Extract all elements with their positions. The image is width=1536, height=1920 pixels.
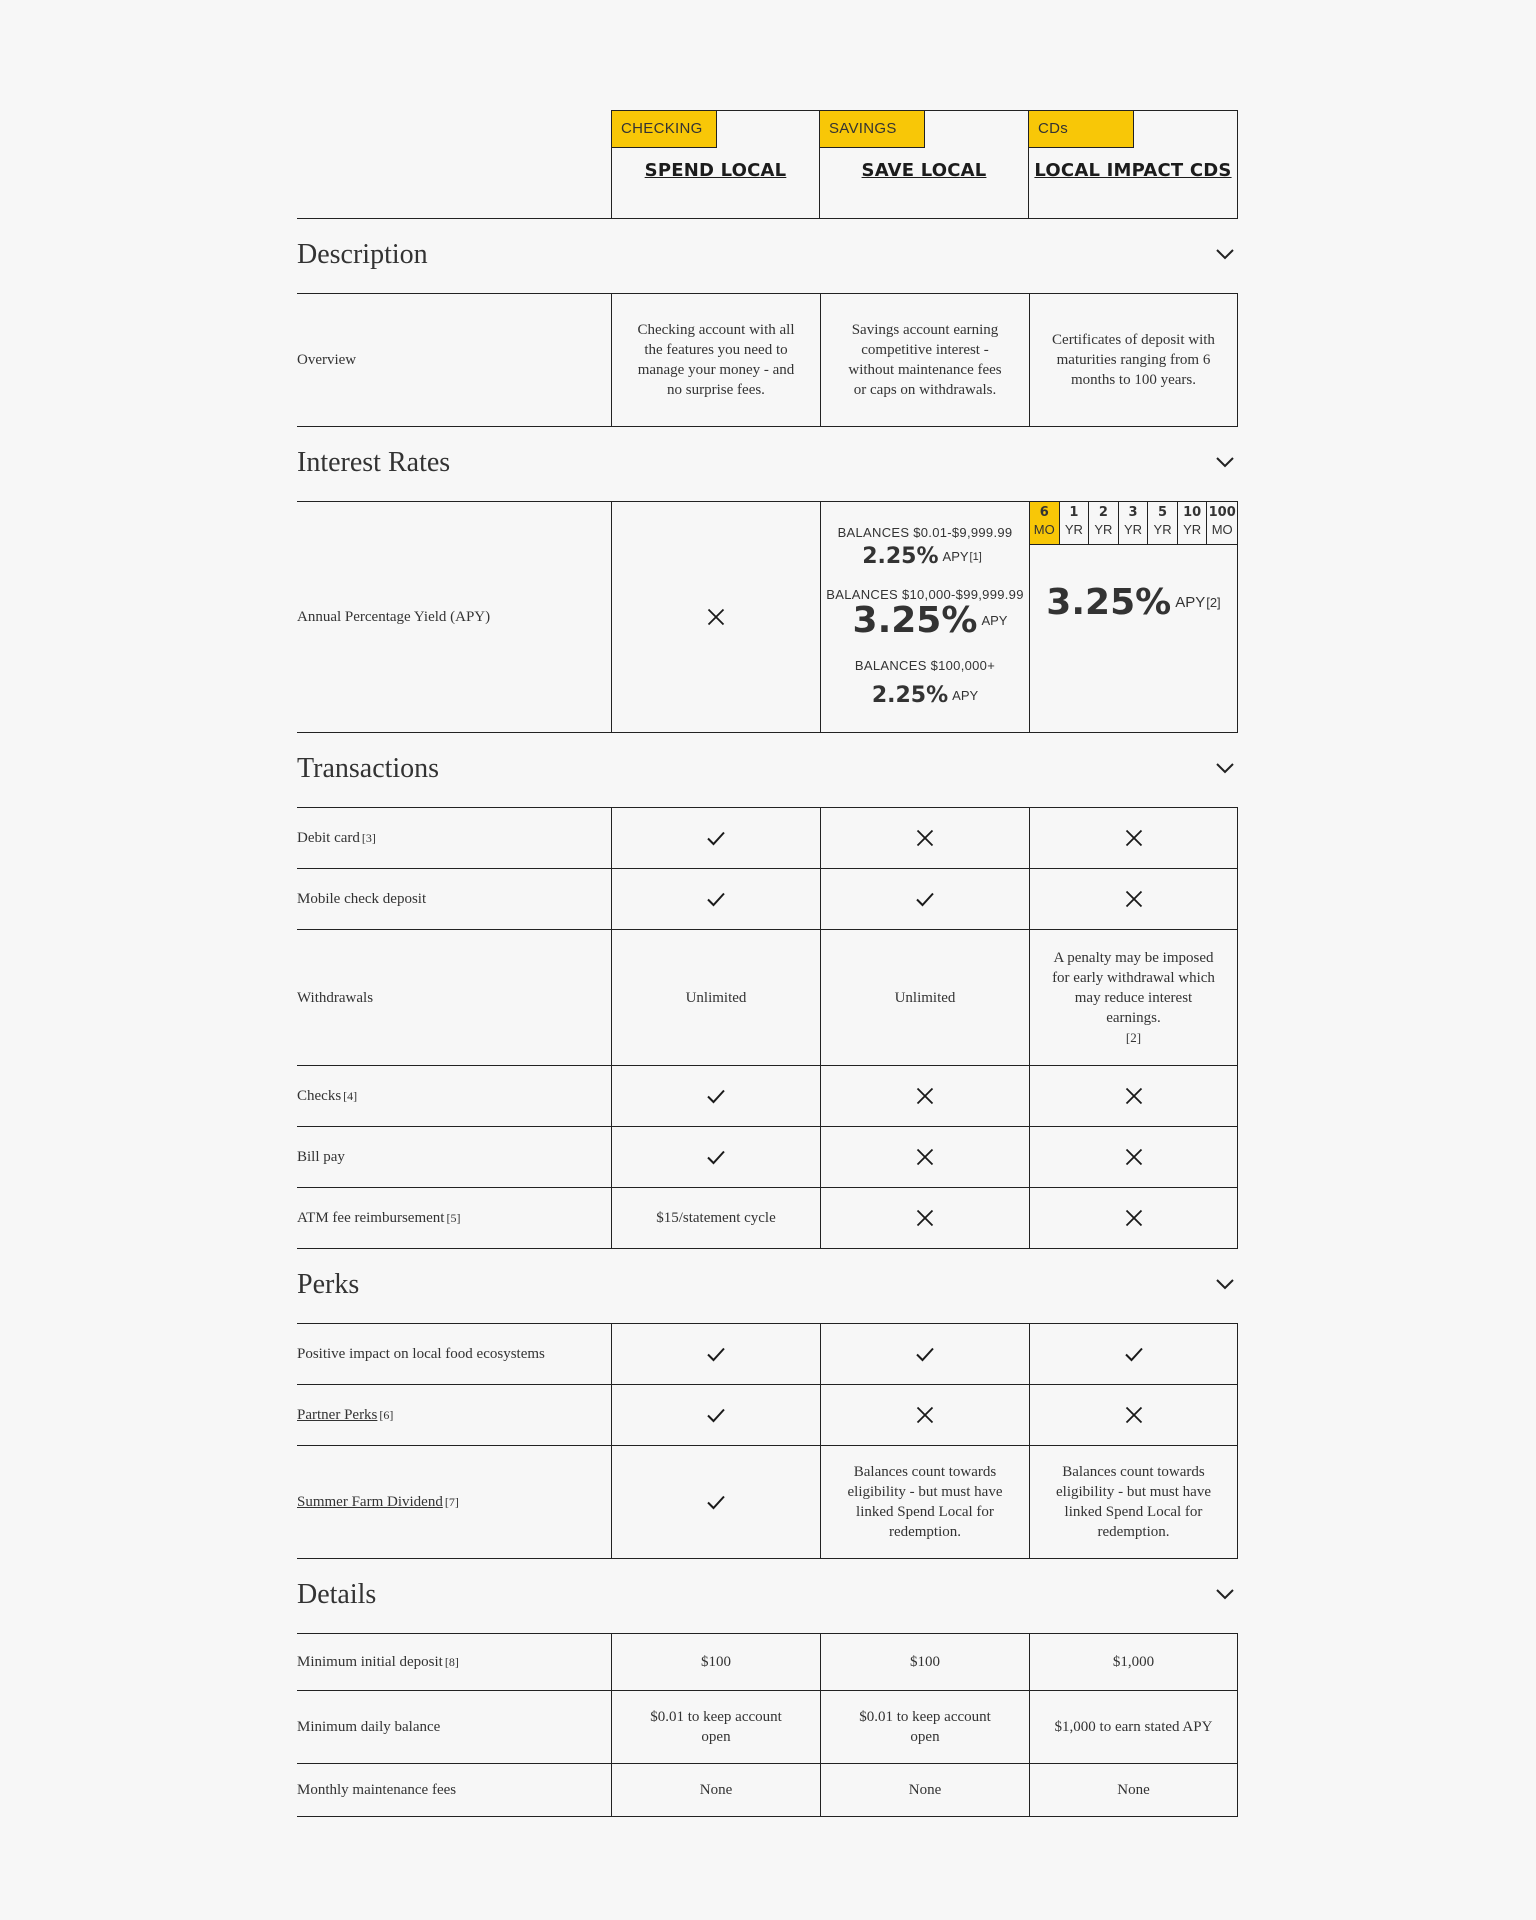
cell-value: A penalty may be imposed for early withdrawal which may reduce interest earnings. [1052, 949, 1215, 1026]
row-mobile-check-deposit [297, 869, 1238, 930]
savings-apy-tiers [820, 502, 1029, 732]
cd-term-tab-5yr[interactable]: 5 YR [1148, 502, 1178, 544]
cell-value: $100 [611, 1634, 820, 1690]
row-label: Bill pay [297, 1149, 345, 1165]
tag-cds: CDs [1029, 111, 1134, 148]
row-label: Overview [297, 352, 357, 368]
x-icon [914, 1085, 936, 1107]
chevron-down-icon [1214, 243, 1236, 265]
row-summer-farm-dividend: Summer Farm Dividend [7] Balances count towards eligibility - but must have linked Spend Local for redemption. Balances count towards eligibility - but must have linked Spend Local for redemption. [297, 1446, 1238, 1559]
column-local-impact-cds [1029, 110, 1238, 218]
row-partner-perks: Partner Perks [6] [297, 1385, 1238, 1446]
cell-value: None [611, 1764, 820, 1816]
check-icon [705, 1404, 727, 1426]
cd-term-tabs [1030, 502, 1237, 545]
row-overview [297, 294, 1238, 427]
footnote-ref[interactable]: [2] [1125, 1029, 1142, 1045]
check-icon [705, 1491, 727, 1513]
cd-term-tab-1yr[interactable]: 1 YR [1060, 502, 1090, 544]
row-checks: Checks [4] [297, 1066, 1238, 1127]
row-bill-pay [297, 1127, 1238, 1188]
row-label: Minimum initial deposit [297, 1654, 443, 1670]
x-icon [705, 606, 727, 628]
section-details-toggle[interactable] [297, 1559, 1238, 1634]
row-minimum-initial-deposit: Minimum initial deposit [8] $100 $100 $1,000 [297, 1634, 1238, 1691]
x-icon [914, 827, 936, 849]
check-icon [705, 1085, 727, 1107]
x-icon [914, 1404, 936, 1426]
row-label: Checks [297, 1088, 342, 1104]
cd-rate: 3.25% [1046, 582, 1172, 623]
tag-savings: SAVINGS [820, 111, 925, 148]
column-save-local [820, 110, 1029, 218]
x-icon [1123, 1404, 1145, 1426]
row-monthly-maintenance-fees [297, 1764, 1238, 1817]
product-link-local-impact-cds[interactable]: LOCAL IMPACT CDS [1034, 160, 1232, 181]
product-link-spend-local[interactable]: SPEND LOCAL [644, 160, 787, 181]
section-title: Perks [297, 1269, 360, 1300]
footnote-ref[interactable]: [1] [969, 550, 982, 563]
cell-value: Checking account with all the features you need to manage your money - and no surprise fees. [611, 294, 820, 426]
x-icon [1123, 888, 1145, 910]
tier-rate: 2.25% [862, 543, 939, 569]
row-label: ATM fee reimbursement [297, 1210, 445, 1226]
tier-apy-label: APY [942, 548, 969, 564]
cd-term-tab-3yr[interactable]: 3 YR [1119, 502, 1149, 544]
row-apy [297, 502, 1238, 733]
tier-rate: 3.25% [852, 599, 978, 641]
tier-rate: 2.25% [871, 682, 949, 708]
section-title: Transactions [297, 753, 440, 784]
section-title: Description [297, 239, 428, 270]
row-label: Withdrawals [297, 989, 374, 1006]
cd-apy-cell [1029, 502, 1238, 732]
check-icon [705, 1343, 727, 1365]
row-label: Debit card [297, 830, 360, 846]
cd-term-tab-10yr[interactable]: 10 YR [1178, 502, 1208, 544]
check-icon [914, 888, 936, 910]
column-spend-local [611, 110, 820, 218]
cell-value [611, 502, 820, 732]
check-icon [705, 827, 727, 849]
partner-perks-link[interactable]: Partner Perks [297, 1407, 378, 1423]
product-link-save-local[interactable]: SAVE LOCAL [861, 160, 987, 181]
cell-value: $1,000 [1029, 1634, 1238, 1690]
cd-apy-label: APY [1175, 594, 1206, 611]
x-icon [914, 1146, 936, 1168]
cell-value: $100 [820, 1634, 1029, 1690]
x-icon [1123, 1146, 1145, 1168]
row-minimum-daily-balance [297, 1691, 1238, 1764]
cell-value: None [1029, 1764, 1238, 1816]
row-atm-fee-reimbursement: ATM fee reimbursement [5] $15/statement cycle [297, 1188, 1238, 1249]
check-icon [705, 1146, 727, 1168]
tier-apy-label: APY [981, 612, 1008, 628]
section-transactions-toggle[interactable] [297, 733, 1238, 808]
x-icon [1123, 827, 1145, 849]
cd-term-tab-6mo[interactable]: 6 MO [1030, 502, 1060, 544]
cell-value: Balances count towards eligibility - but must have linked Spend Local for redemption. [1029, 1446, 1238, 1558]
x-icon [1123, 1207, 1145, 1229]
cell-value: $0.01 to keep account open [611, 1691, 820, 1763]
tag-checking: CHECKING [612, 111, 717, 148]
row-label: Mobile check deposit [297, 891, 427, 907]
tier-balance: BALANCES $100,000+ [854, 657, 996, 673]
summer-farm-dividend-link[interactable]: Summer Farm Dividend [297, 1494, 443, 1510]
section-description-toggle[interactable] [297, 219, 1238, 294]
section-title: Interest Rates [297, 447, 451, 478]
tier-balance: BALANCES $0.01-$9,999.99 [837, 524, 1013, 540]
cd-term-tab-100mo[interactable]: 100 MO [1208, 505, 1236, 537]
row-label: Positive impact on local food ecosystems [297, 1346, 545, 1362]
x-icon [914, 1207, 936, 1229]
table-header [297, 110, 1238, 219]
footnote-ref[interactable]: [2] [1206, 595, 1221, 610]
cell-value: Unlimited [611, 930, 820, 1065]
row-debit-card: Debit card [3] [297, 808, 1238, 869]
row-label: Minimum daily balance [297, 1719, 441, 1735]
check-icon [705, 888, 727, 910]
cell-value: $15/statement cycle [611, 1188, 820, 1248]
section-perks-toggle[interactable] [297, 1249, 1238, 1324]
cell-value: Certificates of deposit with maturities ranging from 6 months to 100 years. [1029, 294, 1238, 426]
cell-value: $0.01 to keep account open [820, 1691, 1029, 1763]
cell-value: $1,000 to earn stated APY [1029, 1691, 1238, 1763]
check-icon [1123, 1343, 1145, 1365]
chevron-down-icon [1214, 1273, 1236, 1295]
tier-balance: BALANCES $10,000-$99,999.99 [826, 586, 1024, 602]
check-icon [914, 1343, 936, 1365]
x-icon [1123, 1085, 1145, 1107]
cd-term-tab-2yr[interactable]: 2 YR [1089, 502, 1119, 544]
row-label: Monthly maintenance fees [297, 1782, 457, 1798]
row-label: Annual Percentage Yield (APY) [297, 609, 491, 625]
comparison-table [297, 110, 1238, 1817]
cell-value: Savings account earning competitive interest - without maintenance fees or caps on withdrawals. [820, 294, 1029, 426]
tier-apy-label: APY [952, 687, 979, 703]
cell-value: Balances count towards eligibility - but must have linked Spend Local for redemption. [820, 1446, 1029, 1558]
cell-value: Unlimited [820, 930, 1029, 1065]
chevron-down-icon [1214, 1583, 1236, 1605]
cell-value: None [820, 1764, 1029, 1816]
section-title: Details [297, 1579, 377, 1610]
chevron-down-icon [1214, 757, 1236, 779]
row-local-food-impact [297, 1324, 1238, 1385]
chevron-down-icon [1214, 451, 1236, 473]
section-interest-rates-toggle[interactable] [297, 427, 1238, 502]
row-withdrawals [297, 930, 1238, 1066]
